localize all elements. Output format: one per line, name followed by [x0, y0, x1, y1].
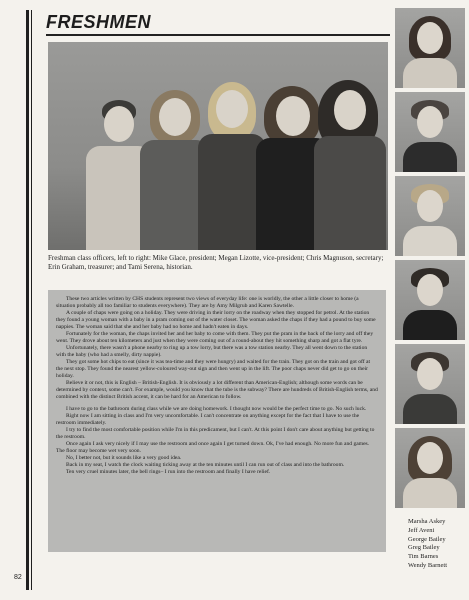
left-border-rule-thin: [31, 10, 32, 590]
portrait-name: George Bailey: [408, 535, 446, 543]
student-portrait: [395, 176, 465, 256]
portrait-names-list: [408, 518, 468, 571]
student-portrait: [395, 260, 465, 340]
article-paragraph: Right now I am sitting in class and I'm very uncomfortable. I can't concentrate on anything except for the fact that I have to use the restroom immediately.: [56, 413, 360, 426]
portrait-name: Jeff Aveni: [408, 526, 435, 534]
officer-figure-5: [314, 80, 386, 250]
article-paragraph: These two articles written by CHS students represent two views of everyday life: one is worldly, the other a little closer to home (a situation probably all too familiar to students everywhere). They are by Amy Milgrub and Karen Sawtelle.: [56, 296, 359, 309]
portrait-name: Tim Barnes: [408, 553, 439, 561]
student-portrait: [395, 92, 465, 172]
section-title: FRESHMEN: [46, 12, 152, 32]
photo-caption: Freshman class officers, left to right: Mike Glace, president; Megan Lizotte, vice-president; Chris Magnuson, secretary; Erin Graham, treasurer; and Tami Serena, historian.: [48, 254, 384, 271]
page-number: 82: [14, 574, 22, 581]
article-paragraph: Ten very cruel minutes later, the bell rings– I run into the restroom and finally I have relief.: [66, 469, 271, 475]
article-paragraph: I try to find the most comfortable position while I'm in this predicament, but I can't. At this point I don't care about anything but getting to the restroom.: [56, 427, 375, 440]
article-paragraph: Unfortunately, there wasn't a phone nearby to ring up a tow lorry, but there was a tow station nearby. They all went down to the station with the baby (who had a smelly, dirty nappie).: [56, 345, 368, 358]
portrait-name: Marsha Askey: [408, 518, 446, 525]
article-paragraph: A couple of chaps were going on a holiday. They were driving in their lorry on the roadway when they stopped for petrol. At the station they found a young woman with a baby in a pram coming out of the water closet. The woman asked the chaps if they had a pound to buy some nappies. The woman said that she and her baby had no home and hadn't eaten in days.: [56, 310, 376, 330]
article-paragraph: I have to go to the bathroom during class while we are doing homework. I thought now would be the perfect time to go. No such luck.: [66, 406, 367, 412]
portrait-name: Wendy Barnett: [408, 561, 448, 569]
article-paragraph: Fortunately for the woman, the chaps invited her and her baby to come with them. They put the pram in the back of the lorry and off they went. They drove about ten kilometers and just when they were coming out of a round-about they hit something sharp and got a flat tyre.: [56, 331, 374, 344]
article-paragraph: Believe it or not, this is English – British-English. It is obviously a lot different than American-English; although some words can be determined by context, some can't. For example, would you know that the tube is the subway? There are hundreds of British-English terms, and combined with the distinct British accent, it can be hard for an American to follow.: [56, 380, 378, 400]
student-portrait: [395, 344, 465, 424]
class-officers-photo: [48, 42, 388, 250]
article-box: [48, 290, 386, 552]
article-paragraph: No, I better not, but it sounds like a very good idea.: [66, 455, 182, 461]
student-portrait: [395, 428, 465, 508]
article-paragraph: Back in my seat, I watch the clock waiting ticking away at the ten minutes until I can run out of class and into the bathroom.: [66, 462, 345, 468]
left-border-rule: [26, 10, 29, 590]
portrait-column: [395, 8, 465, 512]
portrait-name: Greg Bailey: [408, 544, 440, 552]
heading-underline: [46, 34, 390, 36]
article-paragraph: They got some hot chips to eat (since it was tea-time and they were hungry) and waited for the train. They got on the train and got off at the next stop. They found the nearest yellow-coloured way-out sign and then went up in the lift. The poor chaps never did get to go on their holiday.: [56, 359, 371, 379]
student-portrait: [395, 8, 465, 88]
article-paragraph: Once again I ask very nicely if I may use the restroom and once again I get turned down. Ok, I've had enough. No more fun and games. The floor may become wet very soon.: [56, 441, 370, 454]
